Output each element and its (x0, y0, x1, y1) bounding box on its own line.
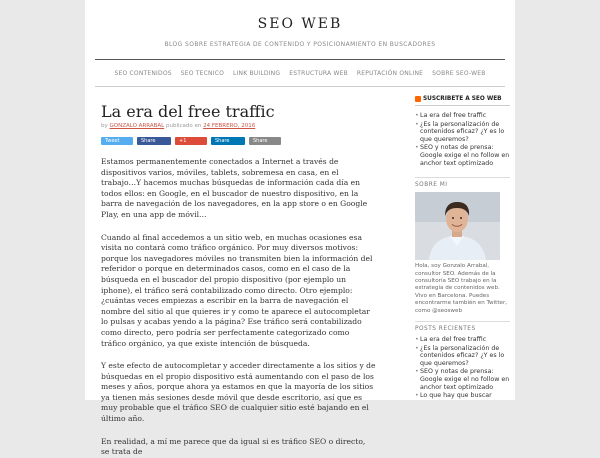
twitter-share-button[interactable]: Tweet (101, 137, 133, 145)
post-paragraph: Cuando al final accedemos a un sitio web, en muchas ocasiones esa visita no contará como tráfico orgánico. Por muy diversos motivos: porque los navegadores móviles no transmiten bien la información del referidor o porque en determinados casos, como en el caso de la búsqueda en el buscador del propio dispositivo (por ejemplo un iphone), el tráfico será contabilizado como directo. Otro ejemplo: ¿cuántas veces empiezas a escribir en la barra de navegación el nombre del sitio al que quieres ir y como te aparece el autocompletar lo pulsas y acabas yendo a la página? Ese tráfico será contabilizado como directo, pero podría ser perfectamente categorizado como tráfico orgánico, ya que existe intención de búsqueda. (101, 232, 373, 348)
recent-post-item[interactable]: • SEO y notas de prensa: Google exige el no follow en anchor text optimizado (415, 368, 510, 391)
gplus-share-button[interactable]: +1 (175, 137, 207, 145)
subscribe-title: SUSCRIBETE A SEO WEB (423, 96, 502, 102)
about-heading: SOBRE MI (415, 177, 510, 188)
nav-item-sobre-seo-web[interactable]: SOBRE SEO-WEB (432, 69, 486, 77)
site-title[interactable]: SEO WEB (257, 16, 343, 32)
share-bar (101, 137, 376, 145)
post-byline (101, 123, 376, 129)
post-title[interactable]: La era del free traffic (101, 102, 275, 121)
recent-post-item[interactable]: • Lo que hay que buscar (415, 392, 510, 400)
recent-post-item[interactable]: • ¿Es la personalización de contenidos eficaz? ¿Y es lo que queremos? (415, 345, 510, 368)
nav-item-reputacion-online[interactable]: REPUTACIÓN ONLINE (356, 69, 424, 77)
feed-item[interactable]: • La era del free traffic (415, 112, 510, 120)
email-share-button[interactable]: Share (249, 137, 281, 145)
post-paragraph: Estamos permanentemente conectados a Internet a través de dispositivos varios, móviles, tablets, sobremesa en casa, en el trabajo…Y hacemos muchas búsquedas de información cada día en todos ellos: en Google, en el buscador de nuestro dispositivo, en la barra de navegación de los navegadores, en la app store o en Google Play, en una app de móvil… (101, 157, 368, 219)
linkedin-share-button[interactable]: Share (211, 137, 245, 145)
page (85, 0, 515, 457)
rss-icon (415, 96, 421, 102)
nav-item-link-building[interactable]: LINK BUILDING (233, 69, 281, 77)
main-nav (95, 59, 505, 87)
author-photo (415, 192, 500, 260)
feed-item[interactable]: • SEO y notas de prensa: Google exige el no follow en anchor text optimizado (415, 144, 510, 167)
post-content (101, 90, 376, 457)
post-paragraph: Y este efecto de autocompletar y acceder directamente a los sitios y de búsquedas en el propio dispositivo está aumentando con el paso de los meses y años, porque ahora ya estamos en que la mayoría de los sitios ya tienen más sesiones desde móvil que desde escritorio, así que es muy probable que el tráfico SEO de cualquier sitio esté bajando en el último año. (101, 361, 376, 424)
nav-item-seo-contenidos[interactable]: SEO CONTENIDOS (114, 69, 172, 77)
recent-posts-heading: POSTS RECIENTES (415, 321, 510, 332)
posted-on-label: publicado en (165, 123, 202, 129)
post-date-link[interactable]: 24 FEBRERO, 2016 (203, 123, 256, 129)
post-paragraph: En realidad, a mí me parece que da igual si es tráfico SEO o directo, se trata de (101, 436, 366, 457)
author-link[interactable]: GONZALO ARRABAL (109, 123, 165, 129)
facebook-share-button[interactable]: Share (137, 137, 171, 145)
recent-post-item[interactable]: • La era del free traffic (415, 336, 510, 344)
about-text: Hola, soy Gonzalo Arrabal, consultor SEO. Además de la consultoría SEO trabajo en la estrategia de contenidos web. Vivo en Barcelona. Puedes encontrarme también en Twitter, como @seosweb (415, 263, 508, 314)
site-tagline: BLOG SOBRE ESTRATEGIA DE CONTENIDO Y POSICIONAMIENTO EN BUSCADORES (164, 41, 436, 48)
sidebar (415, 96, 510, 400)
byline-prefix: by (101, 123, 108, 129)
recent-posts-list (415, 336, 510, 400)
nav-item-estructura-web[interactable]: ESTRUCTURA WEB (289, 69, 348, 77)
nav-item-seo-tecnico[interactable]: SEO TECNICO (180, 69, 225, 77)
subscribe-heading[interactable] (415, 96, 510, 106)
feed-list (415, 112, 510, 167)
feed-item[interactable]: • ¿Es la personalización de contenidos eficaz? ¿Y es lo que queremos? (415, 121, 510, 144)
